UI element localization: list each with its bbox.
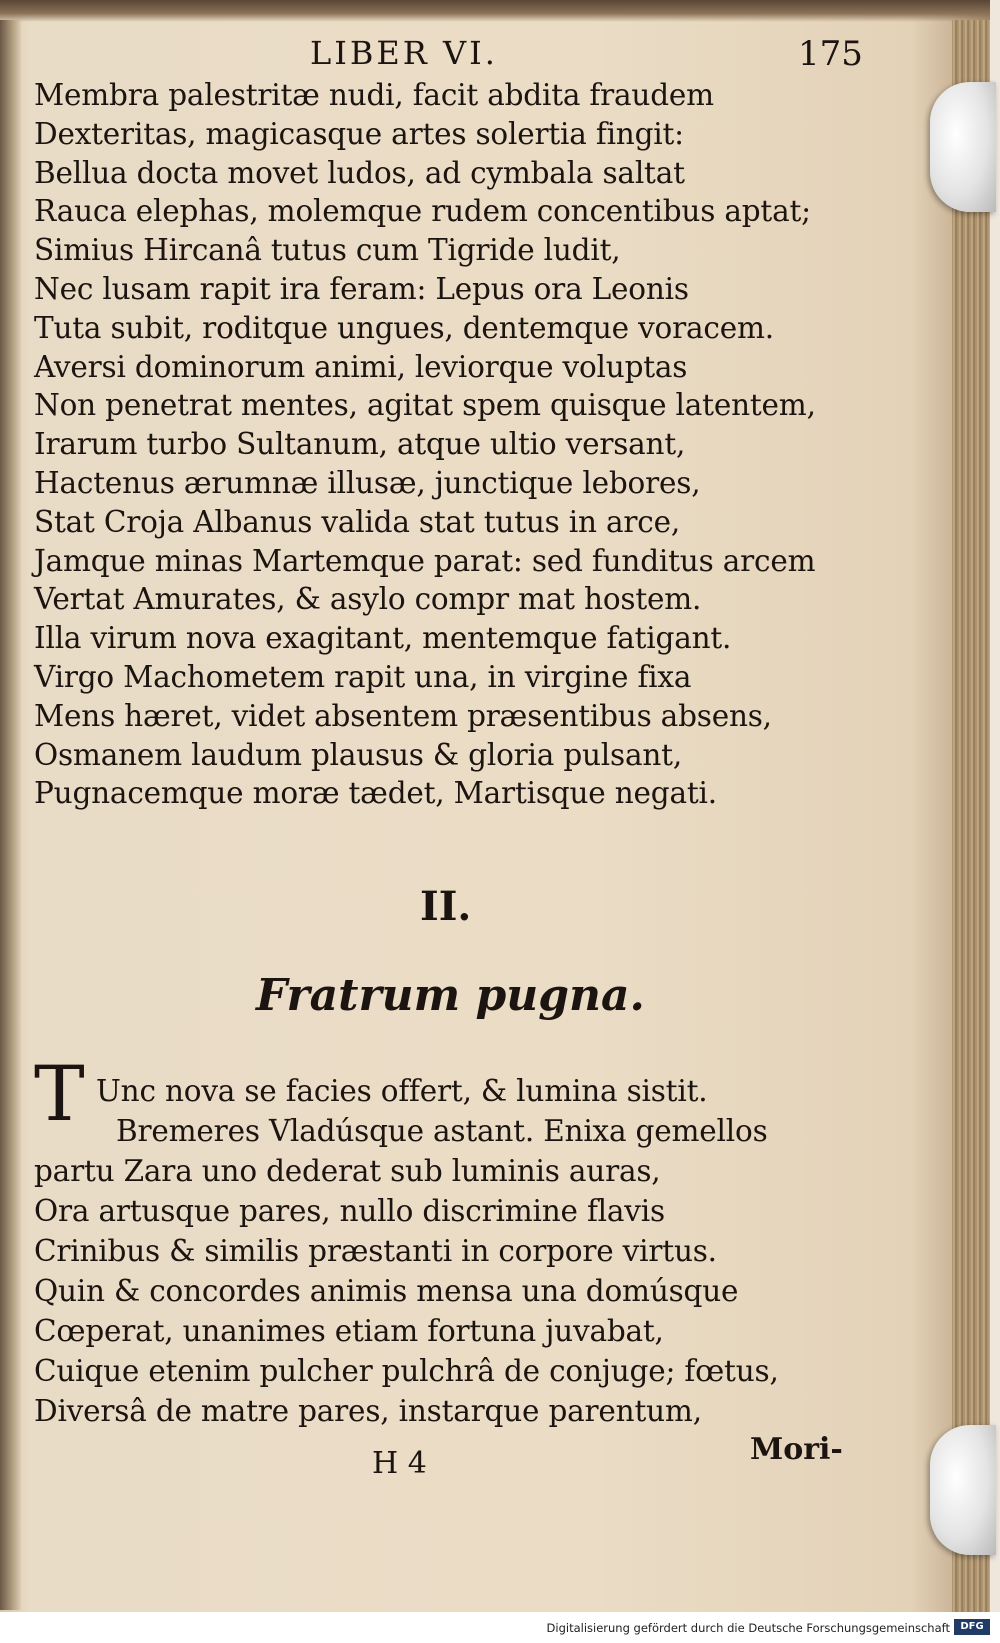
section-number: II.	[420, 883, 472, 930]
digitization-footer	[0, 1612, 1000, 1643]
dfg-logo-icon: DFG	[954, 1619, 990, 1635]
page-top-shadow	[0, 0, 990, 22]
verse-line: Cœperat, unanimes etiam fortuna juvabat,	[34, 1314, 664, 1348]
verse-line: Irarum turbo Sultanum, atque ultio versant,	[34, 427, 686, 462]
drop-cap: T	[34, 1049, 85, 1138]
verse-line: Non penetrat mentes, agitat spem quisque latentem,	[34, 388, 816, 423]
verse-line: Unc nova se facies offert, & lumina sistit.	[96, 1074, 708, 1108]
verse-line: Osmanem laudum plausus & gloria pulsant,	[34, 737, 683, 772]
verse-line: Jamque minas Martemque parat: sed funditus arcem	[34, 543, 816, 578]
catchword: Mori-	[750, 1432, 843, 1467]
verse-line: Membra palestritæ nudi, facit abdita fraudem	[34, 78, 714, 112]
verse-line: Illa virum nova exagitant, mentemque fatigant.	[34, 621, 732, 656]
funding-note: Digitalisierung gefördert durch die Deutsche Forschungsgemeinschaft	[546, 1621, 950, 1635]
signature-mark: H 4	[372, 1446, 427, 1481]
verse-line: Hactenus ærumnæ illusæ, junctique lebores,	[34, 466, 701, 500]
verse-line: partu Zara uno dederat sub luminis auras,	[34, 1154, 661, 1188]
verse-line: Simius Hircanâ tutus cum Tigride ludit,	[34, 233, 621, 268]
page-edges	[952, 20, 990, 1612]
gutter-shadow	[0, 20, 22, 1610]
verse-line: Ora artusque pares, nullo discrimine flavis	[34, 1194, 665, 1228]
page-clip-bottom	[930, 1425, 996, 1555]
running-head: LIBER VI.	[310, 34, 498, 72]
page-clip-top	[930, 82, 996, 212]
verse-line: Mens hæret, videt absentem præsentibus absens,	[34, 698, 772, 733]
page-number: 175	[798, 34, 863, 74]
verse-line: Quin & concordes animis mensa una domúsque	[34, 1274, 739, 1308]
verse-line: Pugnacemque moræ tædet, Martisque negati.	[34, 776, 717, 811]
verse-line: Rauca elephas, molemque rudem concentibus aptat;	[34, 194, 811, 229]
verse-line: Diversâ de matre pares, instarque parentum,	[34, 1394, 702, 1428]
verse-line: Bremeres Vladúsque astant. Enixa gemellos	[116, 1114, 768, 1148]
verse-line: Cuique etenim pulcher pulchrâ de conjuge; fœtus,	[34, 1354, 779, 1388]
verse-line: Nec lusam rapit ira feram: Lepus ora Leonis	[34, 272, 689, 306]
verse-line: Vertat Amurates, & asylo compr mat hostem.	[34, 582, 702, 617]
verse-line: Tuta subit, roditque ungues, dentemque voracem.	[34, 310, 774, 345]
verse-line: Stat Croja Albanus valida stat tutus in arce,	[34, 504, 681, 539]
verse-line: Crinibus & similis præstanti in corpore virtus.	[34, 1234, 717, 1268]
verse-line: Aversi dominorum animi, leviorque voluptas	[34, 349, 688, 384]
verse-line: Bellua docta movet ludos, ad cymbala saltat	[34, 155, 685, 190]
section-title: Fratrum pugna.	[256, 970, 645, 1021]
verse-line: Virgo Machometem rapit una, in virgine fixa	[34, 660, 692, 694]
verse-line: Dexteritas, magicasque artes solertia fingit:	[34, 116, 684, 151]
